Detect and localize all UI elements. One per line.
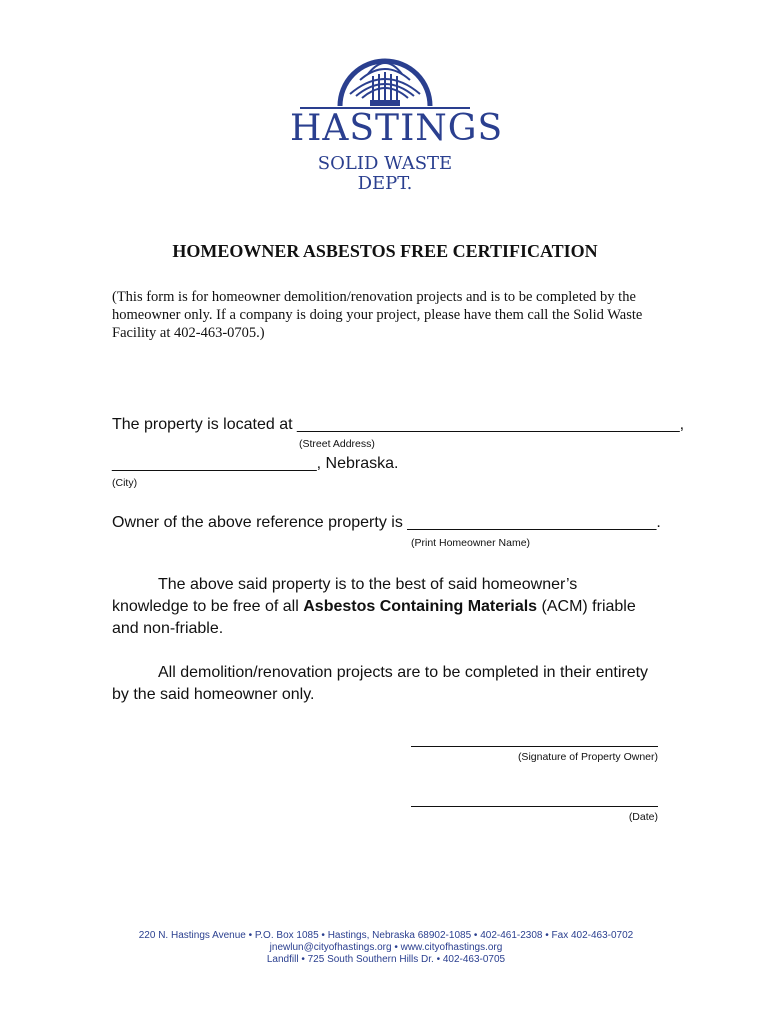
logo-subtitle: SOLID WASTE DEPT. xyxy=(317,153,453,194)
signature-caption: (Signature of Property Owner) xyxy=(517,751,658,763)
date-line xyxy=(411,806,658,807)
fountain-emblem-icon xyxy=(290,44,480,112)
logo-name: HASTINGS xyxy=(290,108,504,149)
completion-statement xyxy=(112,662,657,706)
page-title: HOMEOWNER ASBESTOS FREE CERTIFICATION xyxy=(172,241,598,261)
date-caption: (Date) xyxy=(628,811,658,823)
statement-bold-term: Asbestos Containing Materials xyxy=(303,598,538,615)
city-line: _______________________, Nebraska. xyxy=(112,455,399,472)
intro-note: (This form is for homeowner demolition/renovation projects and is to be completed by the homeowner only. If a company is doing your project, please have them call the Solid Waste Facility at 402-463-0705.) xyxy=(112,289,643,341)
footer-web: jnewlun@cityofhastings.org • www.cityofhastings.org xyxy=(269,942,503,953)
property-address-line: The property is located at ___________________________________________, xyxy=(112,416,685,433)
signature-line xyxy=(411,746,658,747)
statement-text-after: (ACM) friable and non-friable. xyxy=(112,598,636,637)
footer-landfill: Landfill • 725 South Southern Hills Dr. • 402-463-0705 xyxy=(266,954,506,965)
asbestos-statement xyxy=(112,574,657,640)
statement-text-before: The above said property is to the best of said homeowner’s knowledge to be free of all xyxy=(112,576,578,615)
completion-text: All demolition/renovation projects are to be completed in their entirety by the said homeowner only. xyxy=(112,664,649,703)
street-address-caption: (Street Address) xyxy=(299,438,375,450)
owner-name-line: Owner of the above reference property is ____________________________. xyxy=(112,514,661,531)
homeowner-name-caption: (Print Homeowner Name) xyxy=(411,537,531,549)
footer-address: 220 N. Hastings Avenue • P.O. Box 1085 • Hastings, Nebraska 68902-1085 • 402-461-2308 • Fax 402-463-0702 xyxy=(138,930,634,941)
footer-contact xyxy=(112,930,660,966)
hastings-logo xyxy=(290,44,504,194)
city-caption: (City) xyxy=(112,477,138,489)
